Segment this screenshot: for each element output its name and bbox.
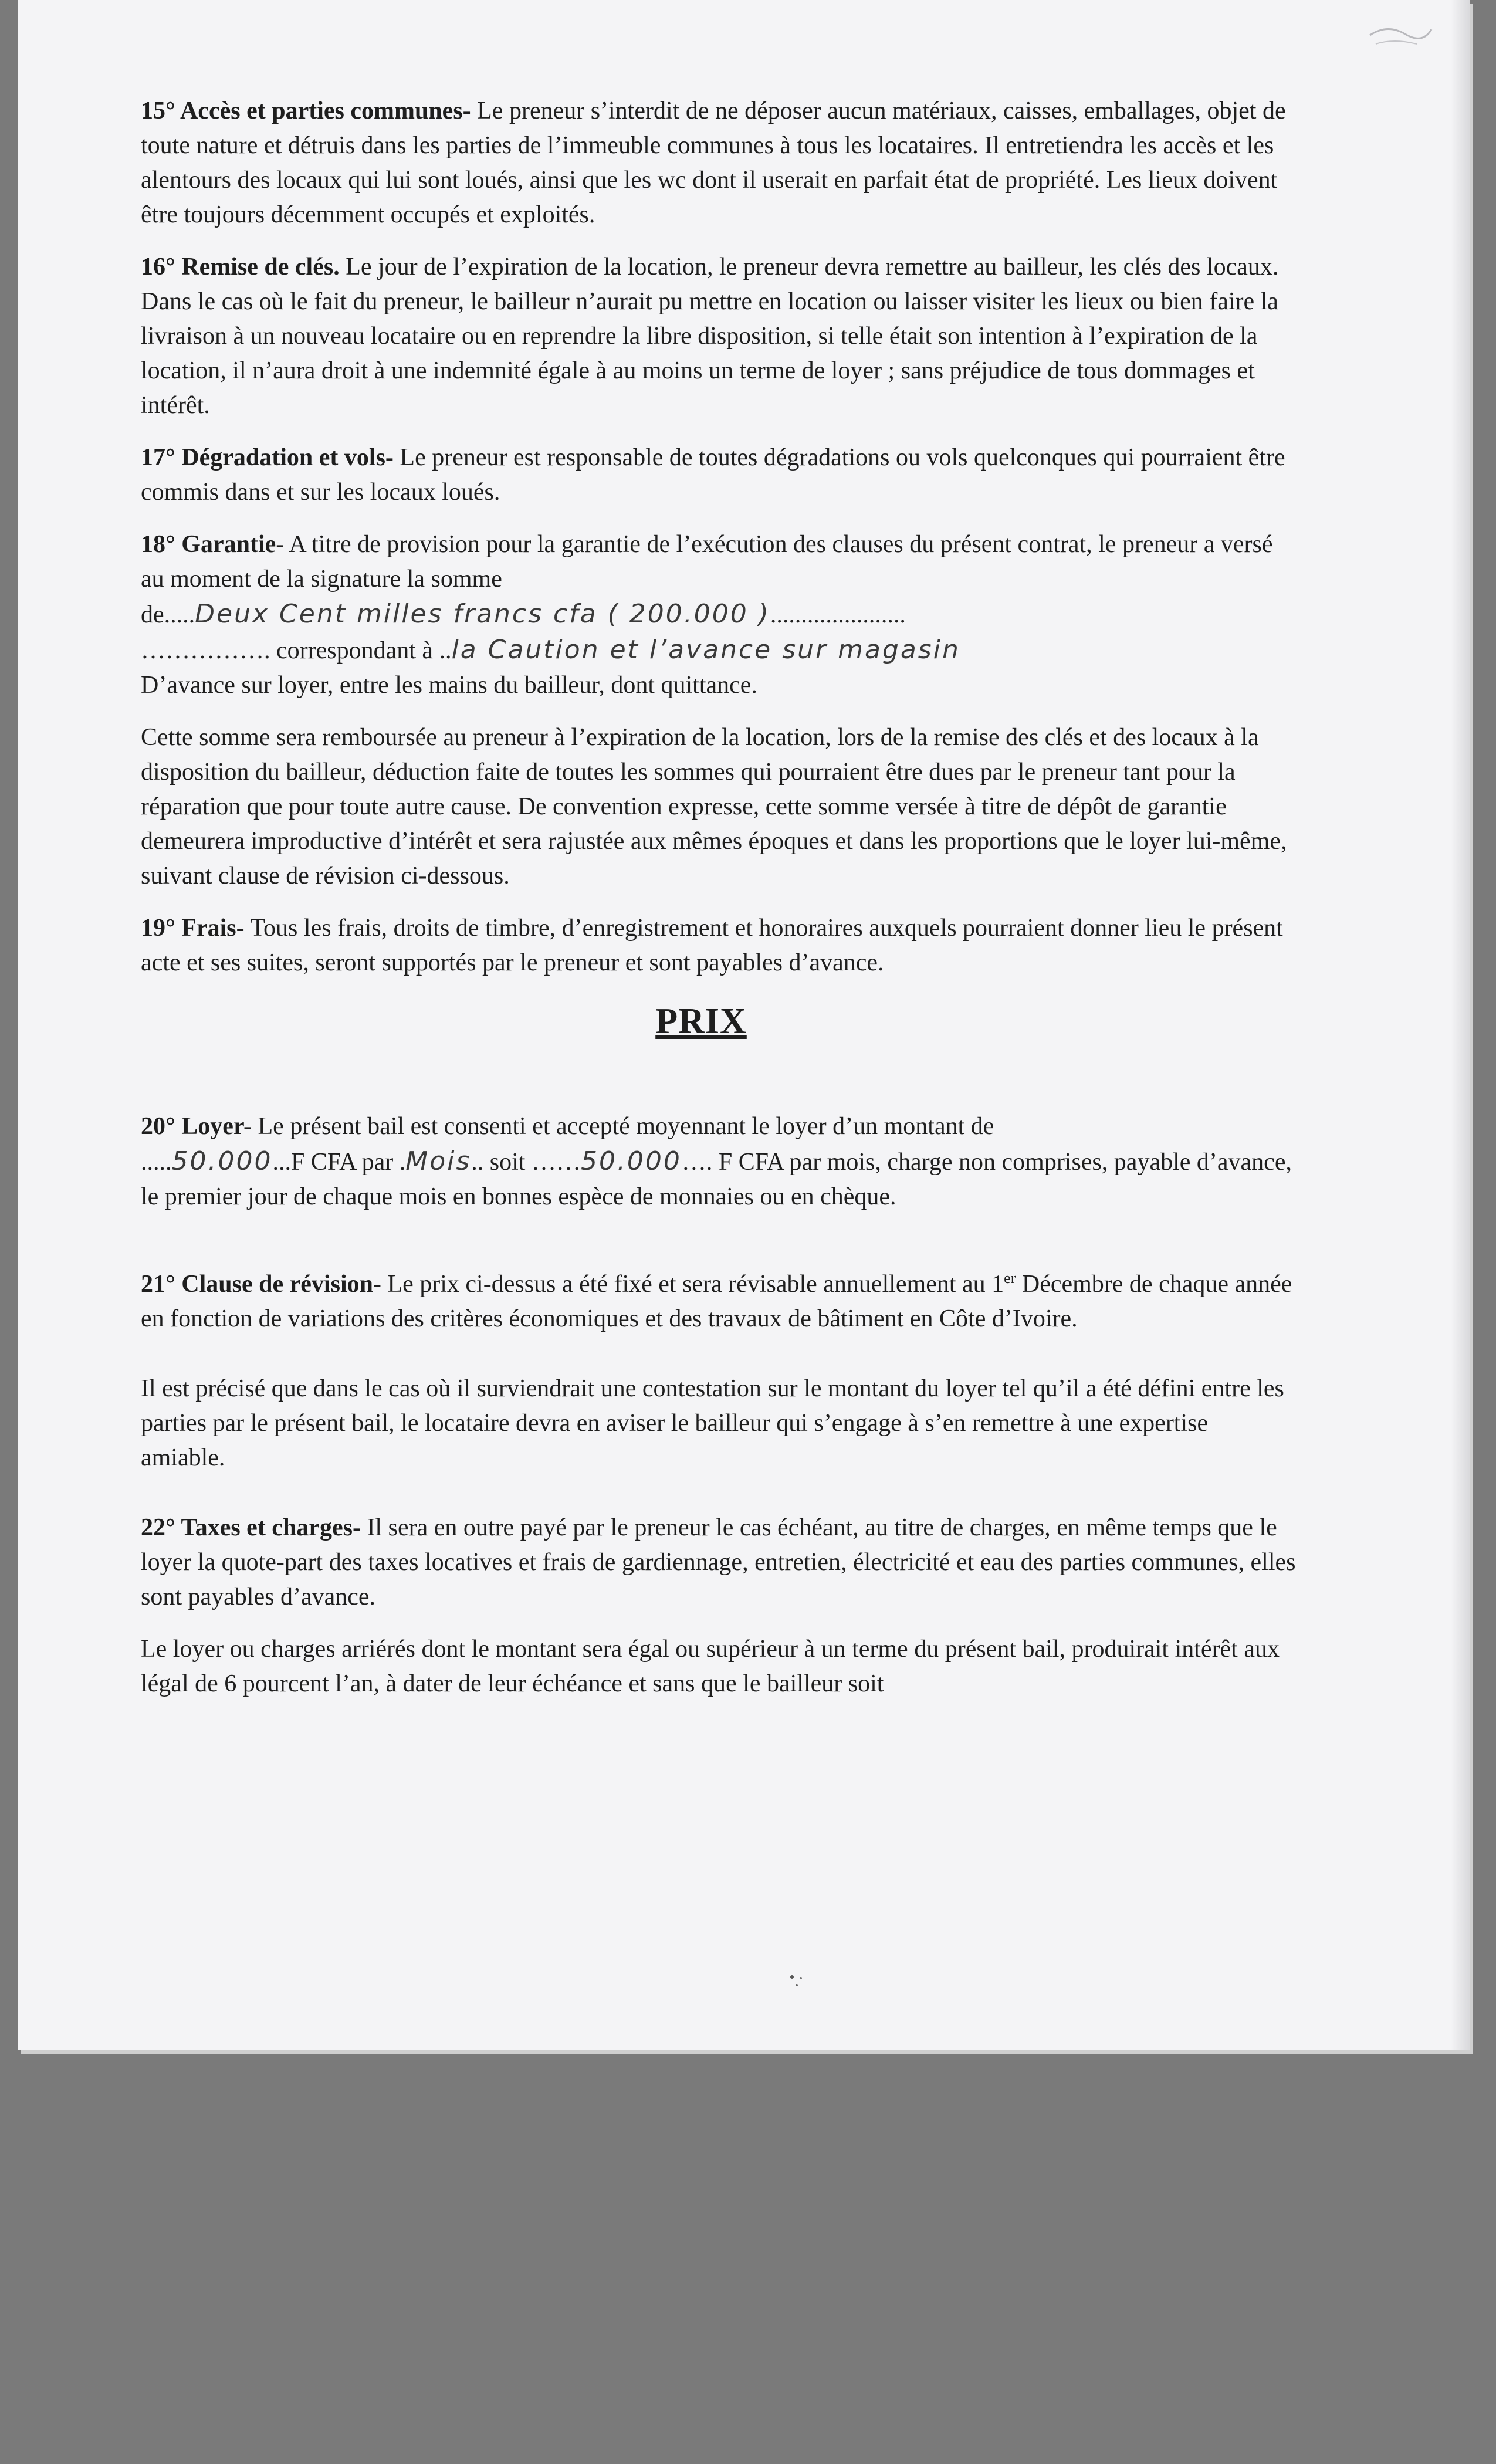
clause-22	[141, 1511, 1297, 1615]
correspondence-line	[141, 632, 1297, 668]
clause-heading: 20° Loyer-	[141, 1113, 252, 1140]
clause-18	[141, 527, 1297, 703]
ordinal-suffix: er	[1004, 1270, 1016, 1287]
clause-heading: 22° Taxes et charges-	[141, 1514, 361, 1541]
section-title: PRIX	[655, 1001, 747, 1041]
clause-text: D’avance sur loyer, entre les mains du bailleur, dont quittance.	[141, 672, 757, 699]
clause-text: Le jour de l’expiration de la location, le preneur devra remettre au bailleur, les clés des locaux. Dans le cas où le fait du preneur, le bailleur n’aurait pu mettre en location ou laisser visiter les lieux ou bien faire la livraison à un nouveau locataire ou en reprendre la libre disposition, si telle était son intention à l’expiration de la location, il n’aura droit à une indemnité égale à au moins un terme de loyer ; sans préjudice de tous dommages et intérêt.	[141, 253, 1279, 419]
clause-heading: 16° Remise de clés.	[141, 253, 340, 280]
clause-heading: 21° Clause de révision-	[141, 1271, 381, 1298]
clause-text: Décembre de chaque année en fonction de variations des critères économiques et des travaux de bâtiment en Côte d’Ivoire.	[141, 1271, 1292, 1332]
clause-text: Le prix ci-dessus a été fixé et sera révisable annuellement au 1	[381, 1271, 1004, 1298]
handwritten-purpose: la Caution et l’avance sur magasin	[451, 635, 960, 665]
clause-heading: 19° Frais-	[141, 915, 245, 942]
fill-dots: .....	[141, 1149, 172, 1176]
clause-heading: 17° Dégradation et vols-	[141, 444, 394, 471]
clause-19	[141, 911, 1297, 980]
document-body	[141, 94, 1297, 1719]
handwritten-rent: 50.000	[171, 1146, 273, 1176]
corner-mark	[1364, 18, 1434, 53]
arrears-paragraph: Le loyer ou charges arriérés dont le montant sera égal ou supérieur à un terme du présent bail, produirait intérêt aux légal de 6 pourcent l’an, à dater de leur échéance et sans que le bailleur soit	[141, 1636, 1280, 1697]
clause-text: A titre de provision pour la garantie de l’exécution des clauses du présent contrat, le preneur a versé au moment de la signature la somme	[141, 531, 1273, 593]
handwritten-amount: Deux Cent milles francs cfa ( 200.000 )	[195, 599, 770, 629]
clause-16	[141, 250, 1297, 423]
handwritten-rent-total: 50.000	[580, 1146, 682, 1176]
clause-text: Le présent bail est consenti et accepté moyennant le loyer d’un montant de	[252, 1113, 994, 1140]
fill-label: ……………. correspondant à ..	[141, 637, 452, 664]
clause-text: Il sera en outre payé par le preneur le cas échéant, au titre de charges, en même temps que le loyer la quote-part des taxes locatives et frais de gardiennage, entretien, électricité et eau des parties communes, elles sont payables d’avance.	[141, 1514, 1296, 1610]
handwritten-period: Mois	[405, 1146, 472, 1176]
clause-17	[141, 441, 1297, 510]
clause-text: Tous les frais, droits de timbre, d’enregistrement et honoraires auxquels pourraient donner lieu le présent acte et ses suites, seront supportés par le preneur et sont payables d’avance.	[141, 915, 1283, 976]
fill-dots: ......................	[770, 601, 906, 628]
amount-line	[141, 597, 1297, 632]
ink-smudge	[786, 1971, 810, 1989]
clause-text: Le preneur est responsable de toutes dégradations ou vols quelconques qui pourraient être commis dans et sur les locaux loués.	[141, 444, 1285, 506]
fill-label: de.....	[141, 601, 195, 628]
fill-label: .. soit ……	[471, 1149, 581, 1176]
clause-heading: 15° Accès et parties communes-	[141, 97, 471, 124]
clause-21	[141, 1267, 1297, 1336]
dispute-paragraph: Il est précisé que dans le cas où il surviendrait une contestation sur le montant du loyer tel qu’il a été défini entre les parties par le présent bail, le locataire devra en aviser le bailleur qui s’engage à s’en remettre à une expertise amiable.	[141, 1375, 1284, 1471]
clause-text: Le preneur s’interdit de ne déposer aucun matériaux, caisses, emballages, objet de toute nature et détruis dans les parties de l’immeuble communes à tous les locataires. Il entretiendra les accès et les alentours des locaux qui lui sont loués, ainsi que les wc dont il userait en parfait état de propriété. Les lieux doivent être toujours décemment occupés et exploités.	[141, 97, 1286, 228]
document-page	[18, 0, 1470, 2050]
fill-label: ...F CFA par .	[272, 1149, 406, 1176]
clause-20	[141, 1109, 1297, 1214]
refund-paragraph: Cette somme sera remboursée au preneur à l’expiration de la location, lors de la remise des clés et des locaux à la disposition du bailleur, déduction faite de toutes les sommes qui pourraient être dues par le preneur tant pour la réparation que pour toute autre cause. De convention expresse, cette somme versée à titre de dépôt de garantie demeurera improductive d’intérêt et sera rajustée aux mêmes époques et dans les proportions que le loyer lui-même, suivant clause de révision ci-dessous.	[141, 724, 1287, 889]
clause-heading: 18° Garantie-	[141, 531, 285, 558]
clause-15	[141, 94, 1297, 232]
clause-text: …. F CFA par mois, charge non comprises, payable d’avance, le premier jour de chaque mois en bonnes espèce de monnaies ou en chèque.	[141, 1149, 1292, 1210]
